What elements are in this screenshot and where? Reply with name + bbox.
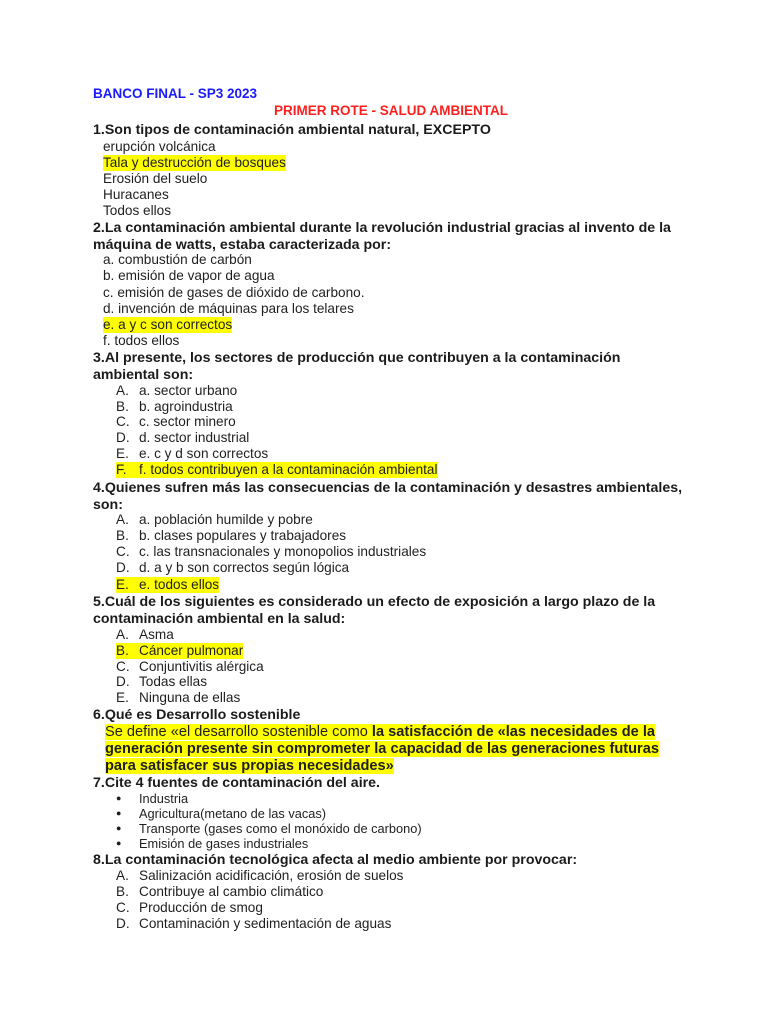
question-3-option: e. c y d son correctos (139, 446, 269, 461)
question-6-title: 6.Qué es Desarrollo sostenible (93, 707, 301, 723)
question-3-letter: E. (116, 446, 129, 461)
question-7-item: Industria (139, 791, 189, 806)
question-2-option: d. invención de máquinas para los telares (103, 301, 354, 316)
question-5-letter: C. (116, 659, 130, 674)
question-3-letter: B. (116, 399, 129, 414)
question-5-option: Conjuntivitis alérgica (139, 659, 264, 674)
question-4-option: d. a y b son correctos según lógica (139, 560, 350, 575)
question-8-letter: B. (116, 884, 129, 899)
question-2-option: b. emisión de vapor de agua (103, 268, 275, 283)
question-4-option: a. población humilde y pobre (139, 512, 313, 527)
question-8-option: Salinización acidificación, erosión de suelos (139, 868, 404, 883)
question-3-title: 3.Al presente, los sectores de producción que contribuyen a la contaminación ambiental son: (93, 350, 621, 383)
question-2-option: f. todos ellos (103, 333, 180, 348)
question-2-title: 2.La contaminación ambiental durante la revolución industrial gracias al invento de la máquina de watts, estaba caracterizada por: (93, 220, 671, 253)
question-4-option: c. las transnacionales y monopolios industriales (139, 544, 427, 559)
question-3-option-answer: f. todos contribuyen a la contaminación ambiental (139, 462, 438, 477)
question-8-option: Producción de smog (139, 900, 263, 915)
question-1-option: Erosión del suelo (103, 171, 208, 186)
question-1-option: erupción volcánica (103, 139, 216, 154)
question-7-item: Transporte (gases como el monóxido de carbono) (139, 821, 422, 836)
question-4-option: b. clases populares y trabajadores (139, 528, 347, 543)
question-3-option: d. sector industrial (139, 430, 250, 445)
question-5-letter: A. (116, 627, 129, 642)
question-8-letter: A. (116, 868, 129, 883)
question-5-option: Asma (139, 627, 174, 642)
question-5-option-answer: Cáncer pulmonar (139, 643, 244, 658)
question-4-letter: B. (116, 528, 129, 543)
question-4-option-answer: e. todos ellos (139, 577, 220, 592)
question-2-option-answer: e. a y c son correctos (103, 317, 233, 332)
question-3-option: a. sector urbano (139, 383, 238, 398)
question-8-option: Contribuye al cambio climático (139, 884, 324, 899)
question-7-item: Agricultura(metano de las vacas) (139, 806, 327, 821)
question-3-letter: C. (116, 414, 130, 429)
document-title: BANCO FINAL - SP3 2023 (93, 86, 258, 101)
question-6-answer (105, 724, 675, 775)
question-7-title: 7.Cite 4 fuentes de contaminación del aire. (93, 775, 380, 791)
question-8-title: 8.La contaminación tecnológica afecta al medio ambiente por provocar: (93, 852, 578, 868)
question-5-letter: E. (116, 690, 129, 705)
question-3-letter-answer: F. (116, 462, 139, 478)
question-3-letter: A. (116, 383, 129, 398)
question-4-letter: A. (116, 512, 129, 527)
question-3-option: c. sector minero (139, 414, 236, 429)
question-8-letter: C. (116, 900, 130, 915)
question-3-option: b. agroindustria (139, 399, 233, 414)
answer-plain-text: Se define «el desarrollo sostenible como (105, 724, 372, 740)
question-1-option-answer: Tala y destrucción de bosques (103, 155, 286, 170)
question-5-option: Todas ellas (139, 674, 208, 689)
question-1-title: 1.Son tipos de contaminación ambiental natural, EXCEPTO (93, 122, 491, 138)
question-8-option: Contaminación y sedimentación de aguas (139, 916, 392, 931)
bullet-icon: ● (116, 808, 122, 818)
question-4-title: 4.Quienes sufren más las consecuencias de la contaminación y desastres ambientales, son: (93, 480, 683, 513)
bullet-icon: ● (116, 793, 122, 803)
bullet-icon: ● (116, 823, 122, 833)
question-5-letter: D. (116, 674, 130, 689)
question-4-letter: D. (116, 560, 130, 575)
document-subtitle: PRIMER ROTE - SALUD AMBIENTAL (274, 103, 508, 118)
question-5-letter-answer: B. (116, 643, 139, 659)
question-8-letter: D. (116, 916, 130, 931)
question-1-option: Todos ellos (103, 203, 172, 218)
bullet-icon: ● (116, 838, 122, 848)
question-4-letter: C. (116, 544, 130, 559)
question-2-option: c. emisión de gases de dióxido de carbono. (103, 285, 365, 300)
question-3-letter: D. (116, 430, 130, 445)
question-4-letter-answer: E. (116, 577, 139, 593)
question-5-title: 5.Cuál de los siguientes es considerado un efecto de exposición a largo plazo de la contaminación ambiental en la salud: (93, 594, 656, 627)
question-7-item: Emisión de gases industriales (139, 836, 309, 851)
question-2-option: a. combustión de carbón (103, 252, 252, 267)
question-1-option: Huracanes (103, 187, 169, 202)
question-5-option: Ninguna de ellas (139, 690, 241, 705)
answer-bold-text: la satisfacción de «las necesidades de la generación presente sin comprometer la capacidad de las generaciones futuras para satisfacer sus propias necesidades» (105, 724, 659, 774)
